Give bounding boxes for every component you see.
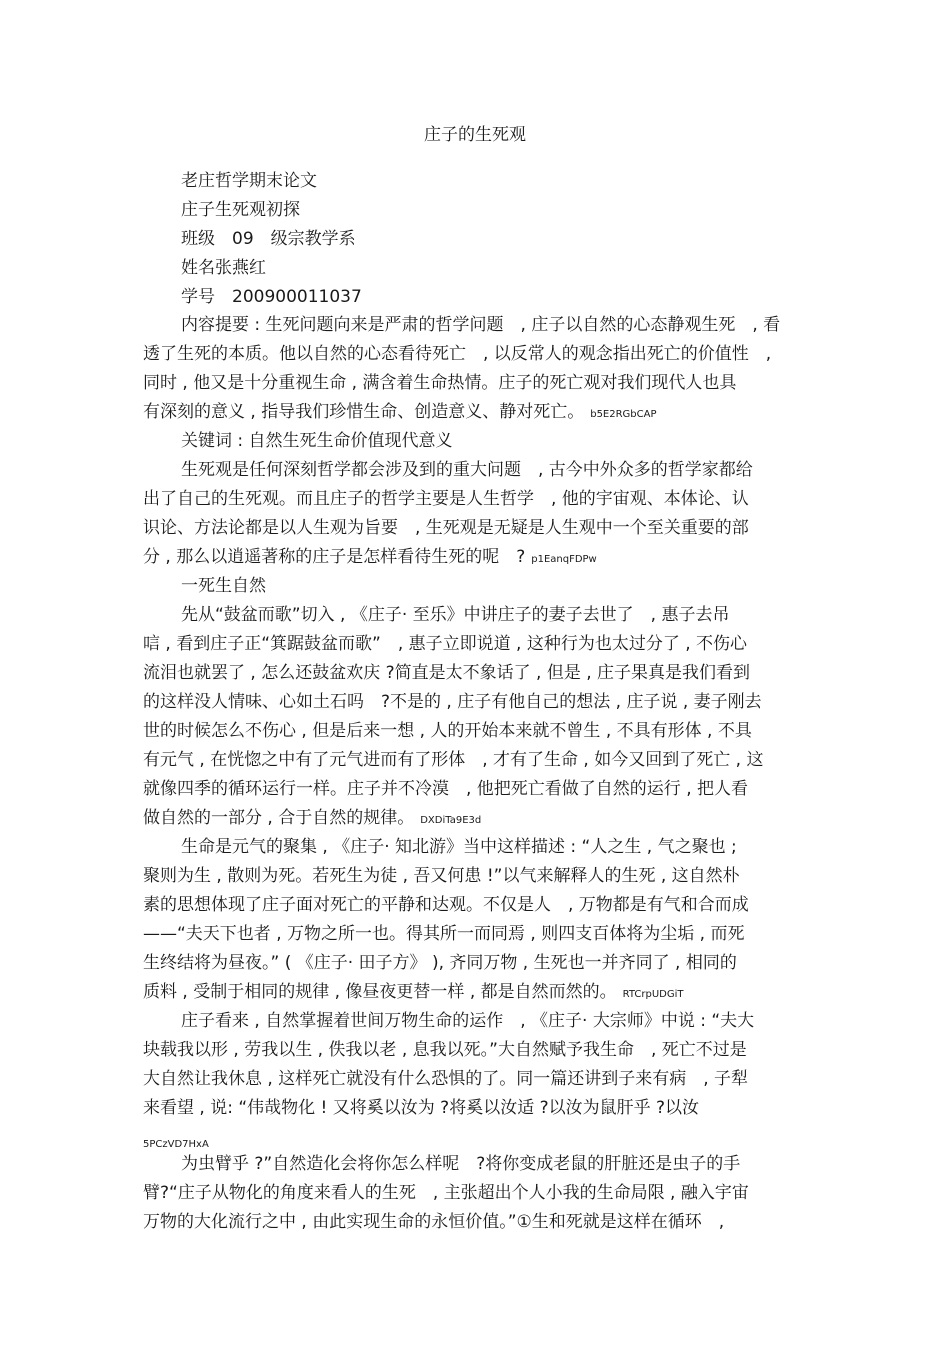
body-line-text: 5PCzVD7HxA: [143, 1139, 209, 1150]
body-line: [181, 1153, 740, 1175]
body-line: [143, 1182, 749, 1204]
body-line: [143, 633, 747, 655]
body-line: [143, 865, 740, 887]
body-line: [143, 372, 736, 394]
body-line-text: 唁 , 看到庄子正“箕踞鼓盆而歌” , 惠子立即说道 , 这种行为也太过分了 , 不伤心: [143, 634, 748, 654]
body-line-text: 的这样没人情味、心如土石吗 ?不是的 , 庄子有他自己的想法 , 庄子说 , 妻子刚去: [143, 692, 762, 712]
body-line-text: 做自然的一部分 , 合于自然的规律。: [143, 808, 415, 828]
body-line-text: 出了自己的生死观。而且庄子的哲学主要是人生哲学 , 他的宇宙观、本体论、认: [143, 489, 749, 509]
body-line: [143, 401, 657, 426]
body-line-text: 就像四季的循环运行一样。庄子并不冷漠 , 他把死亡看做了自然的运行 , 把人看: [143, 779, 749, 799]
reference-code: DXDiTa9E3d: [420, 815, 482, 826]
body-line: [181, 1010, 754, 1032]
body-line-text: 大自然让我休息 , 这样死亡就没有什么恐惧的了。同一篇还讲到子来有病 , 子犁: [143, 1069, 749, 1089]
body-line: [143, 981, 683, 1006]
body-line-text: 一死生自然: [181, 576, 266, 596]
body-line-text: 有元气 , 在恍惚之中有了元气进而有了形体 , 才有了生命 , 如今又回到了死亡 , 这: [143, 750, 764, 770]
body-line-text: 世的时候怎么不伤心 , 但是后来一想 , 人的开始本来就不曾生 , 不具有形体 , 不具: [143, 721, 752, 741]
body-line: [143, 749, 763, 771]
body-line-text: 聚则为生 , 散则为死。若死生为徒 , 吾又何患 !”以气来解释人的生死 , 这自然朴: [143, 866, 740, 886]
body-line: [143, 488, 749, 510]
body-line-text: 透了生死的本质。他以自然的心态看待死亡 , 以反常人的观念指出死亡的价值性 ,: [143, 344, 772, 364]
body-line: [181, 430, 453, 452]
body-line: [143, 1097, 699, 1119]
body-line: [181, 604, 729, 626]
body-line-text: 来看望 , 说: “伟哉物化 ! 又将奚以汝为 ?将奚以汝适 ?以汝为鼠肝乎 ?以汝: [143, 1098, 700, 1118]
header-line-student-id: 学号 200900011037: [181, 287, 362, 307]
body-line-text: 庄子看来 , 自然掌握着世间万物生命的运作 , 《庄子· 大宗师》中说 : “夫大: [181, 1011, 755, 1031]
reference-code: RTCrpUDGiT: [622, 989, 684, 1000]
reference-code: b5E2RGbCAP: [590, 409, 657, 420]
body-line: [143, 662, 750, 684]
body-line-text: 臂?“庄子从物化的角度来看人的生死 , 主张超出个人小我的生命局限 , 融入宇宙: [143, 1183, 749, 1203]
body-line-text: 质料 , 受制于相同的规律 , 像昼夜更替一样 , 都是自然而然的。: [143, 982, 617, 1002]
body-line-text: 块载我以形 , 劳我以生 , 佚我以老 , 息我以死。”大自然赋予我生命 , 死亡不过是: [143, 1040, 747, 1060]
body-line: [143, 720, 752, 742]
body-line-text: 素的思想体现了庄子面对死亡的平静和达观。不仅是人 , 万物都是有气和合而成: [143, 895, 749, 915]
header-line-class: 班级 09 级宗教学系: [181, 229, 356, 249]
body-line-text: 生死观是任何深刻哲学都会涉及到的重大问题 , 古今中外众多的哲学家都给: [181, 460, 753, 480]
body-line: [181, 314, 780, 336]
body-line-text: 有深刻的意义 , 指导我们珍惜生命、创造意义、静对死亡。: [143, 402, 585, 422]
body-line: [181, 836, 737, 858]
page-title: 庄子的生死观: [424, 125, 526, 145]
body-line-text: 流泪也就罢了 , 怎么还鼓盆欢庆 ?简直是太不象话了 , 但是 , 庄子果真是我们看到: [143, 663, 751, 683]
body-line: [143, 546, 597, 571]
body-line: [143, 778, 748, 800]
body-line: [143, 952, 737, 974]
body-line: [143, 894, 749, 916]
body-line: [181, 575, 266, 597]
body-line: [143, 1039, 747, 1061]
body-line: [143, 923, 744, 945]
reference-code: p1EanqFDPw: [531, 554, 597, 565]
body-line-text: 同时 , 他又是十分重视生命 , 满含着生命热情。庄子的死亡观对我们现代人也具: [143, 373, 737, 393]
body-line-text: 分 , 那么以逍遥著称的庄子是怎样看待生死的呢 ?: [143, 547, 526, 567]
body-line: [143, 1211, 724, 1233]
body-line-text: 生命是元气的聚集 , 《庄子· 知北游》当中这样描述 : “人之生 , 气之聚也 ;: [181, 837, 737, 857]
body-line: [181, 459, 753, 481]
body-line: [143, 691, 762, 713]
body-line: [143, 807, 481, 832]
body-line-text: ——“夫天下也者 , 万物之所一也。得其所一而同焉 , 则四支百体将为尘垢 , 而死: [143, 924, 745, 944]
body-line-text: 万物的大化流行之中 , 由此实现生命的永恒价值。”①生和死就是这样在循环 ,: [143, 1212, 725, 1232]
body-line-text: 关键词 : 自然生死生命价值现代意义: [181, 431, 453, 451]
body-line: [143, 343, 771, 365]
body-line-text: 识论、方法论都是以人生观为旨要 , 生死观是无疑是人生观中一个至关重要的部: [143, 518, 749, 538]
body-line-text: 内容提要 : 生死问题向来是严肃的哲学问题 , 庄子以自然的心态静观生死 , 看: [181, 315, 781, 335]
header-line-name: 姓名张燕红: [181, 258, 266, 278]
body-line-text: 先从“鼓盆而歌”切入 , 《庄子· 至乐》中讲庄子的妻子去世了 , 惠子去吊: [181, 605, 730, 625]
body-line-text: 生终结将为昼夜。” ( 《庄子· 田子方》 ), 齐同万物 , 生死也一并齐同了 , 相同的: [143, 953, 737, 973]
header-line-course: 老庄哲学期末论文: [181, 171, 317, 191]
header-line-subtitle: 庄子生死观初探: [181, 200, 300, 220]
body-line: [143, 517, 749, 539]
body-line: [143, 1068, 748, 1090]
body-line-text: 为虫臂乎 ?”自然造化会将你怎么样呢 ?将你变成老鼠的肝脏还是虫子的手: [181, 1154, 741, 1174]
